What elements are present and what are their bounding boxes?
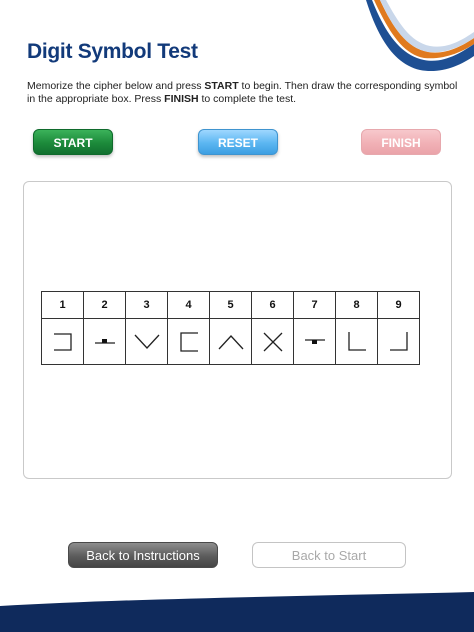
x-icon bbox=[260, 329, 286, 355]
reverse-l-icon bbox=[386, 329, 412, 355]
left-bracket-icon bbox=[176, 329, 202, 355]
cipher-symbol-cell bbox=[84, 319, 126, 365]
caret-icon bbox=[217, 329, 245, 355]
cipher-symbol-cell bbox=[294, 319, 336, 365]
cipher-symbol-cell bbox=[210, 319, 252, 365]
back-to-instructions-button[interactable]: Back to Instructions bbox=[68, 542, 218, 568]
finish-button[interactable]: FINISH bbox=[361, 129, 441, 155]
page-title: Digit Symbol Test bbox=[27, 40, 198, 63]
cipher-symbol-cell bbox=[378, 319, 420, 365]
cipher-digit-9: 9 bbox=[378, 292, 420, 319]
cipher-digit-8: 8 bbox=[336, 292, 378, 319]
cipher-digit-5: 5 bbox=[210, 292, 252, 319]
cipher-digit-1: 1 bbox=[42, 292, 84, 319]
start-button[interactable]: START bbox=[33, 129, 113, 155]
back-to-start-button[interactable]: Back to Start bbox=[252, 542, 406, 568]
cipher-symbol-cell bbox=[42, 319, 84, 365]
right-bracket-icon bbox=[50, 329, 76, 355]
cipher-digit-7: 7 bbox=[294, 292, 336, 319]
dot-on-line-icon bbox=[92, 329, 118, 355]
cipher-digit-6: 6 bbox=[252, 292, 294, 319]
l-shape-icon bbox=[344, 329, 370, 355]
v-shape-icon bbox=[133, 329, 161, 355]
reset-button[interactable]: RESET bbox=[198, 129, 278, 155]
cipher-digit-2: 2 bbox=[84, 292, 126, 319]
cipher-symbol-cell bbox=[252, 319, 294, 365]
ribbon-decoration bbox=[344, 0, 474, 80]
cipher-table bbox=[41, 291, 420, 365]
footer-band bbox=[0, 592, 474, 632]
cipher-symbol-cell bbox=[168, 319, 210, 365]
cipher-digit-3: 3 bbox=[126, 292, 168, 319]
cipher-symbol-cell bbox=[336, 319, 378, 365]
instructions-text: Memorize the cipher below and press START to begin. Then draw the corresponding symbol in the appropriate box. Press FINISH to complete the test. bbox=[27, 80, 458, 105]
cipher-symbol-cell bbox=[126, 319, 168, 365]
t-bar-icon bbox=[302, 329, 328, 355]
cipher-digit-4: 4 bbox=[168, 292, 210, 319]
